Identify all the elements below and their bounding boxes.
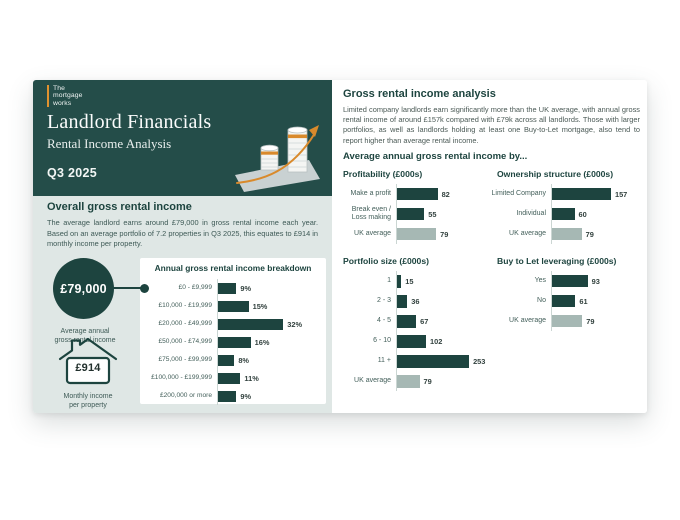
bar-label: UK average [509,317,546,325]
bar-label: £20,000 - £49,999 [158,320,212,328]
bar [218,373,240,384]
bar [397,208,424,220]
bar-row [343,351,491,371]
bar-row [144,315,322,333]
chart-title: Profitability (£000s) [343,169,423,179]
bar-value: 8% [238,355,249,365]
bar-track [396,204,491,224]
report-period: Q3 2025 [47,166,98,180]
bar-row [343,311,491,331]
breakdown-chart-box [140,258,326,404]
logo-line: works [53,99,72,107]
bar [397,295,407,308]
average-income-caption: Average annual gross rental income [54,328,116,344]
bar [218,337,251,348]
bar-row [343,371,491,391]
bar-track [396,371,491,391]
bar-label: UK average [354,230,391,238]
bar-label: Yes [534,277,546,285]
ownership-chart [484,184,644,244]
bar-row [343,291,491,311]
connector-dot [140,284,149,293]
bar-value: 82 [441,189,450,199]
bar-label: 1 [387,277,391,285]
bar [218,283,236,294]
bar [552,208,575,220]
house-icon [57,332,119,388]
bar-value: 67 [420,316,429,326]
bar-label: 4 - 5 [376,317,391,325]
bar-track [396,184,491,204]
bar [397,355,469,368]
bar-value: 55 [428,209,437,219]
bar-row [484,184,644,204]
bar-value: 79 [585,229,594,239]
bar-row [144,297,322,315]
bar [218,319,283,330]
bar-row [343,204,491,224]
chart-block-profitability [343,169,491,244]
bar-track [396,311,491,331]
bar [397,375,420,388]
bar [397,275,401,288]
bar-row [144,369,322,387]
chart-title: Portfolio size (£000s) [343,256,429,266]
bar-track [217,387,322,405]
chart-title: Buy to Let leveraging (£000s) [497,256,617,266]
bar-track [217,279,322,297]
bar-track [396,351,491,371]
bar-value: 102 [430,336,443,346]
bar-row [343,184,491,204]
bar [397,335,426,348]
bar-track [551,271,644,291]
bar [397,228,436,240]
bar-value: 60 [578,209,587,219]
logo-line: The [53,85,66,92]
bar-label: £75,000 - £99,999 [158,356,212,364]
bar [552,315,582,327]
report-subtitle: Rental Income Analysis [47,136,172,151]
bar [552,295,575,307]
logo-line: mortgage [53,92,83,100]
bar-value: 15 [405,276,414,286]
bar-row [484,204,644,224]
bar-label: Break even / Loss making [351,206,391,221]
bar-label: £100,000 - £199,999 [151,374,212,382]
bar [552,228,582,240]
overview-body: The average landlord earns around £79,000 in gross rental income each year. Based on an average portfolio of 7.2 properties in Q3 2025, this equates to £914 in monthly income per property. [47,218,318,249]
bar-value: 93 [591,276,600,286]
overview-heading: Overall gross rental income [47,201,192,213]
bar-row [144,351,322,369]
masthead [33,80,332,196]
bar-track [396,271,491,291]
bar-value: 36 [411,296,420,306]
bar-row [343,331,491,351]
report-title: Landlord Financials [47,111,212,133]
bar-value: 9% [240,283,252,293]
bar-label: Make a profit [350,190,391,198]
bar-label: 6 - 10 [373,337,391,345]
logo-accent-bar [47,85,49,107]
bar-track [396,224,491,244]
profitability-chart [343,184,491,244]
bar-value: 79 [440,229,449,239]
bar [218,301,249,312]
breakdown-chart [140,279,326,405]
bar-track [396,331,491,351]
average-income-value: £79,000 [60,281,107,296]
analysis-subheading: Average annual gross rental income by... [343,151,528,162]
bar-track [217,333,322,351]
chart-block-portfolio [343,256,491,391]
bar-row [144,387,322,405]
bar-row [144,279,322,297]
bar [397,188,438,200]
bar [218,391,236,402]
bar-value: 157 [614,189,628,199]
bar-row [484,271,644,291]
bar-track [551,291,644,311]
house-stat [57,332,119,388]
brand-logo-text [53,85,83,107]
bar-track [551,224,644,244]
bar-track [551,311,644,331]
portfolio-chart [343,271,491,391]
bar-track [551,204,644,224]
bar-label: 11 + [377,357,391,365]
chart-title: Ownership structure (£000s) [497,169,614,179]
bar-value: 79 [586,316,595,326]
bar-value: 16% [254,337,270,347]
bar-value: 11% [244,373,259,383]
average-income-badge [53,258,114,319]
bar-track [217,369,322,387]
bar-label: No [537,297,546,305]
bar-label: 2 - 3 [376,297,391,305]
bar [397,315,416,328]
bar-row [484,224,644,244]
breakdown-chart-title: Annual gross rental income breakdown [154,263,312,273]
bar-track [217,297,322,315]
bar-row [484,311,644,331]
infographic-card [33,80,647,413]
bar-label: £0 - £9,999 [178,284,212,292]
chart-block-btl [484,256,644,331]
bar-row [343,224,491,244]
btl-chart [484,271,644,331]
bar-label: UK average [354,377,391,385]
bar-track [217,315,322,333]
monthly-income-caption: Monthly income per property [63,393,113,409]
bar-row [144,333,322,351]
bar-value: 61 [579,296,588,306]
coin-stack-icon [261,145,278,170]
brand-logo [47,85,83,107]
analysis-section [332,80,647,413]
bar-value: 32% [287,319,303,329]
bar-row [484,291,644,311]
bar-value: 15% [252,301,268,311]
bar [552,188,611,200]
monthly-income-value: £914 [75,362,101,374]
bar-label: £10,000 - £19,999 [158,302,212,310]
bar-track [217,351,322,369]
analysis-body: Limited company landlords earn significantly more than the UK average, with annual gross rental income of around £157k compared with £79k across all landlords. Those with larger portfolios, as well as landlords holding at least one Buy-to-Let mortgage, also tend to report higher than average rental income. [343,105,640,145]
overview-section [33,196,332,413]
bar-label: Limited Company [491,190,546,198]
bar-label: UK average [509,230,546,238]
chart-block-ownership [484,169,644,244]
bar-track [551,184,644,204]
bar-track [396,291,491,311]
bar-label: £50,000 - £74,999 [158,338,212,346]
coins-growth-illustration [231,118,327,194]
bar-value: 9% [240,391,252,401]
bar-value: 253 [473,356,486,366]
bar-label: Individual [516,210,546,218]
bar-row [343,271,491,291]
bar-value: 79 [423,376,432,386]
bar [218,355,234,366]
analysis-heading: Gross rental income analysis [343,88,496,100]
bar-label: £200,000 or more [159,392,212,400]
bar [552,275,588,287]
